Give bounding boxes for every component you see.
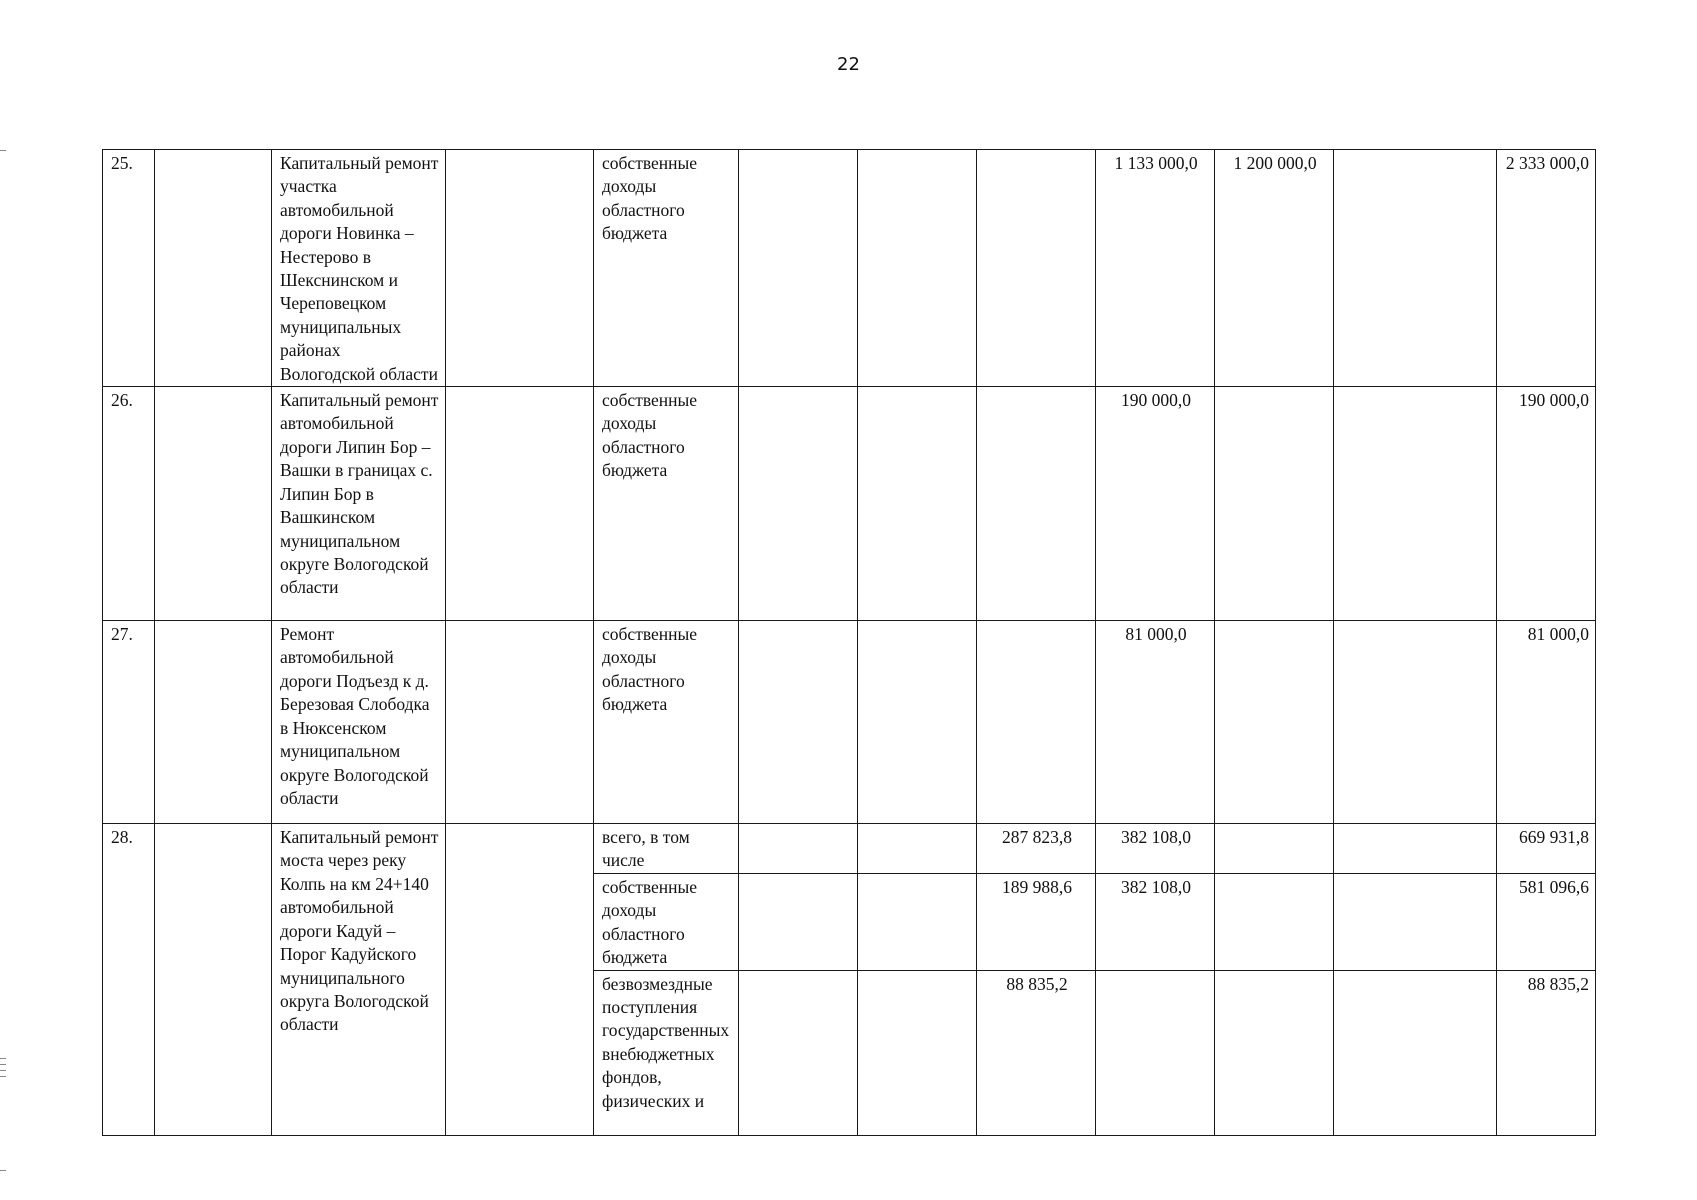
amount-cell (1334, 387, 1497, 621)
empty-cell (446, 150, 594, 387)
amount-cell (977, 387, 1096, 621)
row-number: 28. (103, 824, 155, 1135)
total-cell: 81 000,0 (1497, 621, 1596, 824)
amount-cell (1334, 150, 1497, 387)
amount-cell (1334, 621, 1497, 824)
amount-cell (1215, 873, 1334, 970)
empty-cell (858, 824, 977, 874)
amount-cell (1096, 970, 1215, 1135)
amount-cell (1215, 824, 1334, 874)
row-number: 25. (103, 150, 155, 387)
object-name: Капитальный ремонт автомобильной дороги Липин Бор – Вашки в границах с. Липин Бор в Вашкинском муниципальном округе Вологодской области (272, 387, 446, 621)
amount-cell: 190 000,0 (1096, 387, 1215, 621)
amount-cell: 1 133 000,0 (1096, 150, 1215, 387)
empty-cell (739, 970, 858, 1135)
funding-source: собственные доходы областного бюджета (594, 621, 739, 824)
empty-cell (858, 150, 977, 387)
total-cell: 581 096,6 (1497, 873, 1596, 970)
empty-cell (446, 621, 594, 824)
amount-cell: 81 000,0 (1096, 621, 1215, 824)
amount-cell (1215, 387, 1334, 621)
object-name: Ремонт автомобильной дороги Подъезд к д. Березовая Слободка в Нюксенском муниципальном округе Вологодской области (272, 621, 446, 824)
empty-cell (446, 824, 594, 1135)
total-cell: 669 931,8 (1497, 824, 1596, 874)
empty-cell (739, 873, 858, 970)
table-row (103, 150, 1596, 387)
amount-cell (1215, 621, 1334, 824)
amount-cell (1334, 873, 1497, 970)
amount-cell (1334, 824, 1497, 874)
table-row (103, 387, 1596, 621)
empty-cell (858, 970, 977, 1135)
empty-cell (739, 150, 858, 387)
empty-cell (858, 387, 977, 621)
empty-cell (739, 387, 858, 621)
empty-cell (739, 621, 858, 824)
object-name: Капитальный ремонт участка автомобильной дороги Новинка – Нестерово в Шекснинском и Череповецком муниципальных районах Вологодской области (272, 150, 446, 387)
object-name: Капитальный ремонт моста через реку Колпь на км 24+140 автомобильной дороги Кадуй – Порог Кадуйского муниципального округа Вологодской области (272, 824, 446, 1135)
row-number: 27. (103, 621, 155, 824)
amount-cell: 1 200 000,0 (1215, 150, 1334, 387)
total-cell: 190 000,0 (1497, 387, 1596, 621)
funding-source: собственные доходы областного бюджета (594, 150, 739, 387)
amount-cell: 189 988,6 (977, 873, 1096, 970)
amount-cell (1334, 970, 1497, 1135)
empty-cell (446, 387, 594, 621)
amount-cell (1215, 970, 1334, 1135)
empty-cell (739, 824, 858, 874)
amount-cell: 382 108,0 (1096, 873, 1215, 970)
table-row (103, 824, 1596, 874)
empty-cell (155, 621, 272, 824)
amount-cell: 382 108,0 (1096, 824, 1215, 874)
page-number: 22 (837, 54, 860, 75)
amount-cell (977, 150, 1096, 387)
empty-cell (155, 150, 272, 387)
budget-table (102, 149, 1596, 1136)
empty-cell (155, 824, 272, 1135)
funding-source: всего, в том числе (594, 824, 739, 874)
funding-source: собственные доходы областного бюджета (594, 873, 739, 970)
empty-cell (858, 621, 977, 824)
amount-cell: 88 835,2 (977, 970, 1096, 1135)
total-cell: 2 333 000,0 (1497, 150, 1596, 387)
funding-source: собственные доходы областного бюджета (594, 387, 739, 621)
funding-source: безвозмездные поступления государственных внебюджетных фондов, физических и (594, 970, 739, 1135)
table-row (103, 621, 1596, 824)
amount-cell (977, 621, 1096, 824)
row-number: 26. (103, 387, 155, 621)
amount-cell: 287 823,8 (977, 824, 1096, 874)
empty-cell (155, 387, 272, 621)
total-cell: 88 835,2 (1497, 970, 1596, 1135)
empty-cell (858, 873, 977, 970)
